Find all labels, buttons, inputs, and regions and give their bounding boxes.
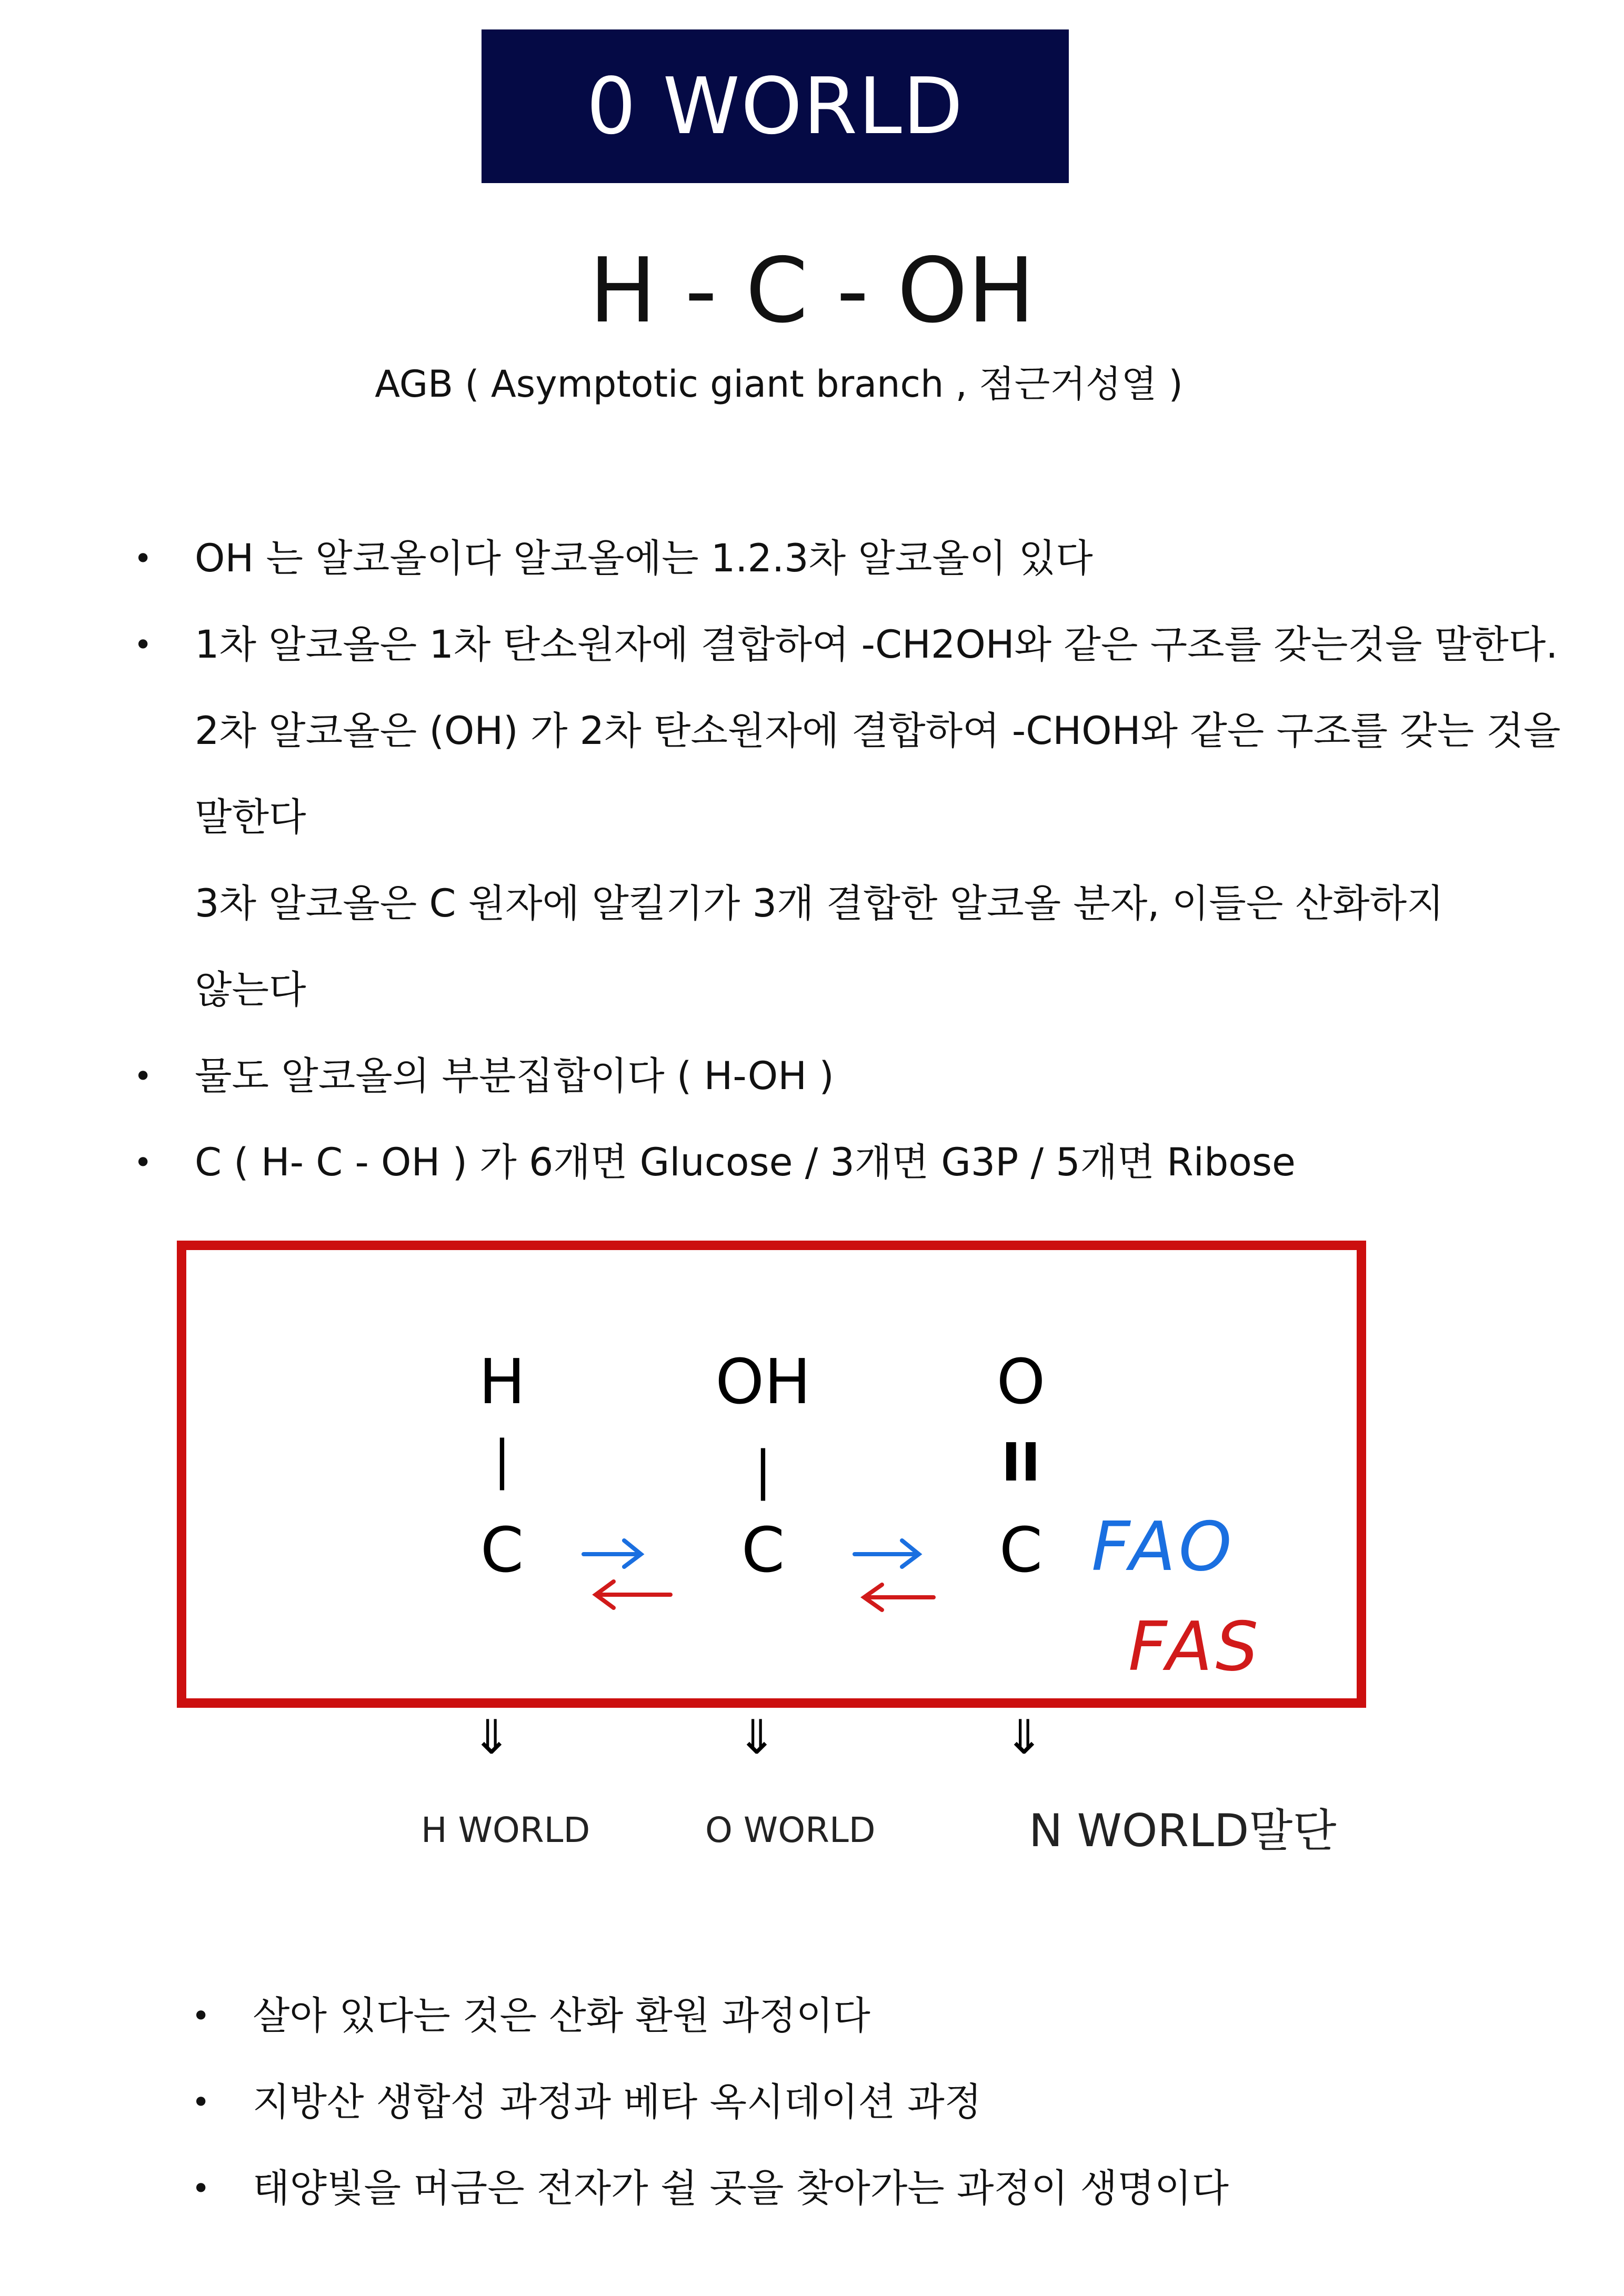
down-arrow-icon: ⇓ [1004, 1710, 1044, 1765]
bullet-item [126, 602, 1579, 1033]
atom-oh: OH [715, 1345, 811, 1418]
atom-o: O [996, 1345, 1046, 1418]
bullet-dot: • [192, 2084, 210, 2121]
bullet-item [126, 1033, 1579, 1120]
bullet-text: 말한다 [195, 795, 306, 840]
bullet-text: 1차 알코올은 1차 탄소원자에 결합하여 -CH2OH와 같은 구조를 갖는것을 말한다. [195, 622, 1558, 667]
fao-label: FAO [1091, 1508, 1235, 1586]
bullet-item [184, 2146, 1552, 2232]
title-banner [482, 29, 1069, 183]
bullet-item [126, 1120, 1579, 1206]
bullet-dot: • [134, 540, 153, 577]
bullet-text: 않는다 [195, 968, 306, 1012]
oxidation-diagram [177, 1241, 1366, 1708]
single-bond: | [754, 1439, 772, 1501]
bullet-list [126, 516, 1579, 1206]
bullet-dot: • [134, 1058, 153, 1095]
double-bond: II [1001, 1432, 1041, 1493]
formula-heading: H - C - OH [589, 239, 1035, 343]
atom-c: C [741, 1514, 785, 1586]
down-arrow-icon: ⇓ [737, 1710, 777, 1765]
forward-arrow-icon [584, 1540, 641, 1567]
bullet-text: 3차 알코올은 C 원자에 알킬기가 3개 결합한 알코올 분자, 이들은 산화하지 [195, 881, 1444, 926]
atom-c: C [480, 1514, 524, 1586]
summary-bullet-list [184, 1973, 1552, 2232]
bullet-dot: • [192, 2170, 210, 2207]
bullet-text: 지방산 생합성 과정과 베타 옥시데이션 과정 [253, 2080, 982, 2124]
bullet-dot: • [134, 627, 153, 663]
atom-c: C [999, 1514, 1043, 1586]
single-bond: | [493, 1429, 511, 1491]
bullet-item [184, 2059, 1552, 2146]
reverse-arrow-icon [864, 1585, 934, 1610]
bullet-text: 살아 있다는 것은 산화 환원 과정이다 [253, 1993, 870, 2038]
bullet-dot: • [192, 1998, 210, 2035]
bullet-dot: • [134, 1144, 153, 1181]
reverse-arrow-icon [596, 1582, 670, 1608]
bullet-text: OH 는 알코올이다 알코올에는 1.2.3차 알코올이 있다 [195, 536, 1093, 581]
bullet-text: 태양빛을 머금은 전자가 쉴 곳을 찾아가는 과정이 생명이다 [253, 2166, 1229, 2211]
bullet-item [184, 1973, 1552, 2059]
bullet-text: C ( H- C - OH ) 가 6개면 Glucose / 3개면 G3P / 5개면 Ribose [195, 1140, 1296, 1185]
page-title: 0 WORLD [586, 61, 964, 152]
n-world-label: N WORLD말단 [1029, 1805, 1337, 1857]
fas-label: FAS [1128, 1608, 1261, 1686]
bullet-text: 2차 알코올은 (OH) 가 2차 탄소원자에 결합하여 -CHOH와 같은 구조를 갖는 것을 [195, 709, 1561, 753]
bullet-item [126, 516, 1579, 602]
subtitle: AGB ( Asymptotic giant branch , 점근거성열 ) [375, 362, 1183, 406]
down-arrow-icon: ⇓ [472, 1710, 512, 1765]
o-world-label: O WORLD [705, 1810, 876, 1850]
h-world-label: H WORLD [421, 1810, 590, 1850]
forward-arrow-icon [855, 1540, 919, 1567]
bullet-text: 물도 알코올의 부분집합이다 ( H-OH ) [195, 1054, 834, 1099]
atom-h: H [478, 1345, 526, 1418]
